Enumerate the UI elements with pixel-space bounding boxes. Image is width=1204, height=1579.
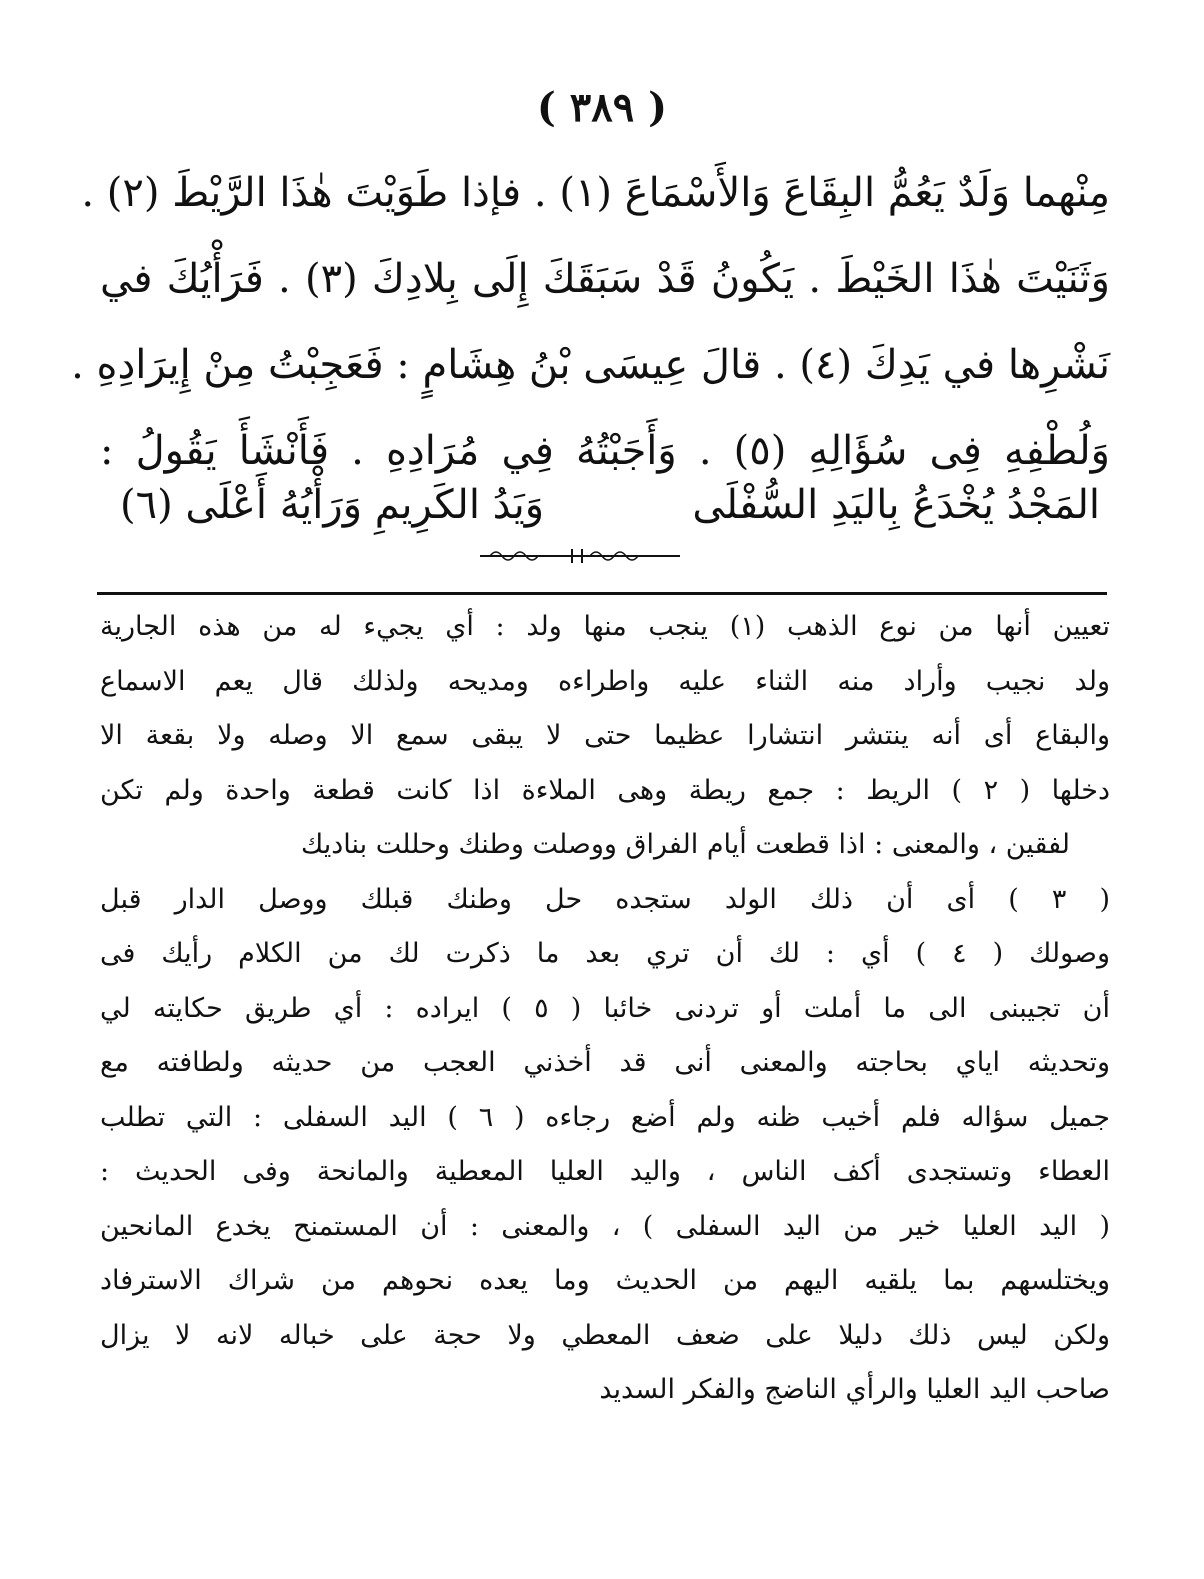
footnote-line: وتحديثه اياي بحاجته والمعنى أنى قد أخذني العجب من حديثه ولطافته مع <box>100 1047 1110 1078</box>
footnotes-block <box>100 600 1110 1418</box>
decorative-divider-ornament <box>470 546 690 566</box>
footnote-line: ولكن ليس ذلك دليلا على ضعف المعطي ولا حجة على خباله لانه لا يزال <box>100 1319 1111 1351</box>
footnote-line: جميل سؤاله فلم أخيب ظنه ولم أضع رجاءه ( ٦ ) اليد السفلى : التي تطلب <box>100 1101 1110 1133</box>
footnote-line: لفقين ، والمعنى : اذا قطعت أيام الفراق ووصلت وطنك وحللت بناديك <box>300 829 1070 860</box>
footnote-line: ( اليد العليا خير من اليد السفلى ) ، والمعنى : أن المستمنح يخدع المانحين <box>100 1210 1110 1242</box>
footnote-line: وصولك ( ٤ ) أي : لك أن تري بعد ما ذكرت لك من الكلام رأيك فى <box>100 938 1110 969</box>
footnote-line: دخلها ( ٢ ) الريط : جمع ريطة وهى الملاءة اذا كانت قطعة واحدة ولم تكن <box>100 774 1110 806</box>
poetry-verse <box>120 470 1100 540</box>
footnote-line: أن تجيبنى الى ما أملت أو تردنى خائبا ( ٥ ) ايراده : أي طريق حكايته لي <box>100 992 1111 1024</box>
main-text-block <box>71 150 1111 494</box>
page-number: ( ٣٨٩ ) <box>536 84 668 131</box>
footnote-line: ويختلسهم بما يلقيه اليهم من الحديث وما يعده نحوهم من شراك الاسترفاد <box>100 1265 1110 1296</box>
verse-first-hemistich: المَجْدُ يُخْدَعُ بِاليَدِ السُّفْلَى <box>692 482 1100 528</box>
main-text-line: مِنْهما وَلَدٌ يَعُمُّ البِقَاعَ وَالأَسْمَاعَ (١) . فإذا طَوَيْتَ هٰذَا الرَّيْطَ (٢) . <box>81 170 1110 216</box>
footnote-line: ( ٣ ) أى أن ذلك الولد ستجده حل وطنك قبلك ووصل الدار قبل <box>100 883 1110 915</box>
footnote-line: والبقاع أى أنه ينتشر انتشارا عظيما حتى لا يبقى سمع الا وصله ولا بقعة الا <box>100 720 1110 751</box>
main-text-line: وَلُطْفِهِ فِى سُؤَالِهِ (٥) . وَأَجَبْتُهُ فِي مُرَادِهِ . فَأَنْشَأَ يَقُولُ : <box>100 428 1111 474</box>
main-text-line: وَثَنَيْتَ هٰذَا الخَيْطَ . يَكُونُ قَدْ سَبَقَكَ إِلَى بِلادِكَ (٣) . فَرَأْيُكَ في <box>100 256 1110 302</box>
footnote-line: العطاء وتستجدى أكف الناس ، واليد العليا المعطية والمانحة وفى الحديث : <box>100 1156 1110 1187</box>
footnote-separator-line <box>97 592 1107 595</box>
footnote-line: صاحب اليد العليا والرأي الناضج والفكر السديد <box>599 1374 1110 1405</box>
main-text-line: نَشْرِها في يَدِكَ (٤) . قالَ عِيسَى بْنُ هِشَامٍ : فَعَجِبْتُ مِنْ إِيرَادِهِ . <box>71 342 1110 388</box>
footnote-line: تعيين أنها من نوع الذهب (١) ينجب منها ولد : أي يجيء له من هذه الجارية <box>100 611 1111 642</box>
verse-second-hemistich: وَيَدُ الكَرِيمِ وَرَأْيُهُ أَعْلَى (٦) <box>120 482 545 528</box>
footnote-line: ولد نجيب وأراد منه الثناء عليه واطراءه ومديحه ولذلك قال يعم الاسماع <box>100 665 1110 697</box>
